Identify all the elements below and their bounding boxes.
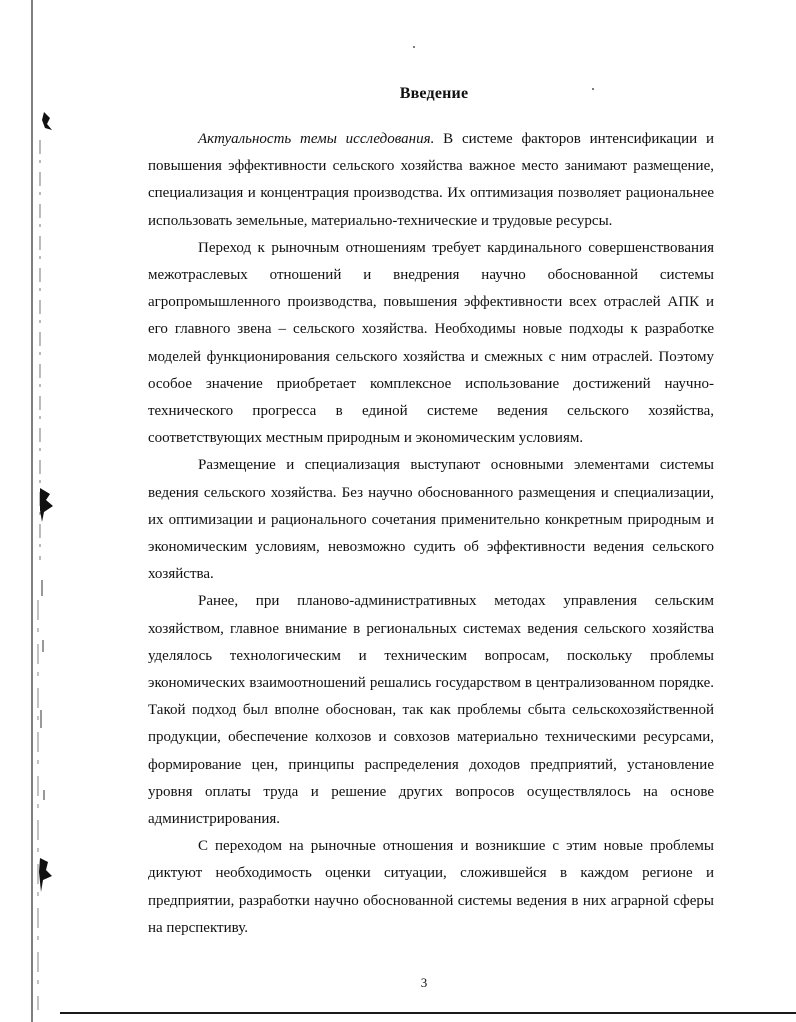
paragraph-planned-economy: Ранее, при планово-административных методах управления сельским хозяйством, главное внимание в региональных системах ведения сельского хозяйства уделялось технологическим и техническим вопросам, поскольку проблемы экономических взаимоотношений решались государством в централизованном порядке. Такой подход был вполне обоснован, так как проблемы сбыта сельскохозяйственной продукции, обеспечение колхозов и совхозов материально техническими ресурсами, формирование цен, принципы распределения доходов предприятий, установление уровня оплаты труда и решение других вопросов осуществлялось на основе администрирования. — [148, 593, 714, 828]
scan-speck — [413, 46, 415, 48]
paragraph-relevance — [148, 126, 714, 235]
paragraph-market-relations: С переходом на рыночные отношения и возникшие с этим новые проблемы диктуют необходимость оценки ситуации, сложившейся в каждом регионе и предприятии, разработки научно обоснованной системы ведения в них аграрной сферы на перспективу. — [148, 838, 714, 936]
scan-binding-artifacts — [28, 0, 68, 1022]
paragraph-specialization: Размещение и специализация выступают основными элементами системы ведения сельского хозяйства. Без научно обоснованного размещения и специализации, их оптимизации и рационального сочетания применительно конкретным природным и экономическим условиям, невозможно судить об эффективности ведения сельского хозяйства. — [148, 457, 714, 583]
body-text — [148, 126, 714, 942]
scan-bottom-edge — [60, 1012, 796, 1014]
page-number: 3 — [420, 975, 428, 990]
relevance-heading: Актуальность темы исследования. — [198, 131, 435, 147]
page-title: Введение — [399, 84, 469, 102]
paragraph-market-transition: Переход к рыночным отношениям требует кардинального совершенствования межотраслевых отношений и внедрения научно обоснованной системы агропромышленного производства, повышения эффективности всех отраслей АПК и его главного звена – сельского хозяйства. Необходимы новые подходы к разработке моделей функционирования сельского хозяйства и смежных с ним отраслей. Поэтому особое значение приобретает комплексное использование достижений научно-технического прогресса в единой системе ведения сельского хозяйства, соответствующих местным природным и экономическим условиям. — [148, 239, 714, 447]
paragraph-text: В системе факторов интенсификации и повышения эффективности сельского хозяйства важное место занимают размещение, специализация и концентрация производства. Их оптимизация позволяет рациональнее использовать земельные, материально-технические и трудовые ресурсы. — [148, 131, 714, 229]
